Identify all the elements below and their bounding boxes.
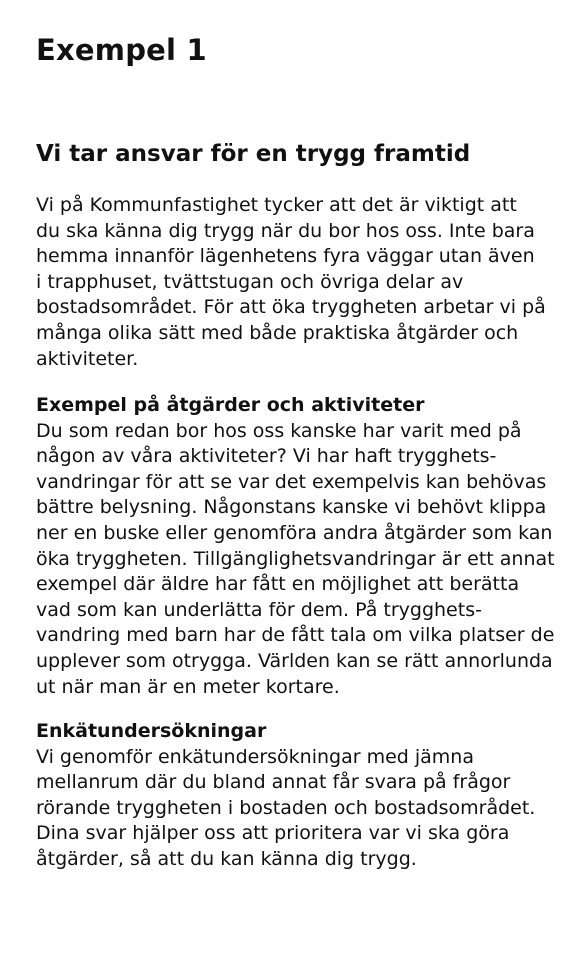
- section-line: vandringar för att se var det exempelvis kan behövas: [36, 470, 547, 493]
- intro-line: många olika sätt med både praktiska åtgärder och: [36, 321, 519, 344]
- section-line: åtgärder, så att du kan känna dig trygg.: [36, 847, 417, 870]
- section-line: upplever som otrygga. Världen kan se rätt annorlunda: [36, 649, 553, 672]
- section-heading: Enkätundersökningar: [36, 720, 267, 742]
- section-line: rörande tryggheten i bostaden och bostadsområdet.: [36, 796, 536, 819]
- section-line: exempel där äldre har fått en möjlighet att berätta: [36, 573, 520, 596]
- section-measures: [36, 393, 578, 700]
- section-line: bättre belysning. Någonstans kanske vi behövt klippa: [36, 496, 547, 519]
- section-line: Du som redan bor hos oss kanske har varit med på: [36, 419, 522, 442]
- section-line: någon av våra aktiviteter? Vi har haft trygghets-: [36, 445, 497, 468]
- page-title: Exempel 1: [36, 33, 207, 67]
- section-line: vad som kan underlätta för dem. På trygghets-: [36, 598, 482, 621]
- intro-line: i trapphuset, tvättstugan och övriga delar av: [36, 270, 464, 293]
- intro-line: hemma innanför lägenhetens fyra väggar utan även: [36, 245, 535, 268]
- section-line: mellanrum där du bland annat får svara på frågor: [36, 771, 511, 794]
- section-line: vandring med barn har de fått tala om vilka platser de: [36, 624, 555, 647]
- intro-paragraph: [36, 193, 578, 372]
- section-line: Dina svar hjälper oss att prioritera var vi ska göra: [36, 822, 510, 845]
- intro-line: Vi på Kommunfastighet tycker att det är viktigt att: [36, 194, 517, 216]
- main-heading: Vi tar ansvar för en trygg framtid: [36, 141, 471, 167]
- section-line: ner en buske eller genomföra andra åtgärder som kan: [36, 521, 553, 544]
- section-line: ut när man är en meter kortare.: [36, 675, 340, 698]
- section-line: Vi genomför enkätundersökningar med jämna: [36, 745, 474, 768]
- section-line: öka tryggheten. Tillgänglighetsvandringar är ett annat: [36, 547, 555, 570]
- section-heading: Exempel på åtgärder och aktiviteter: [36, 394, 425, 416]
- intro-line: bostadsområdet. För att öka tryggheten arbetar vi på: [36, 296, 546, 319]
- intro-line: aktiviteter.: [36, 347, 139, 370]
- intro-line: du ska känna dig trygg när du bor hos oss. Inte bara: [36, 219, 535, 242]
- section-surveys: [36, 719, 578, 873]
